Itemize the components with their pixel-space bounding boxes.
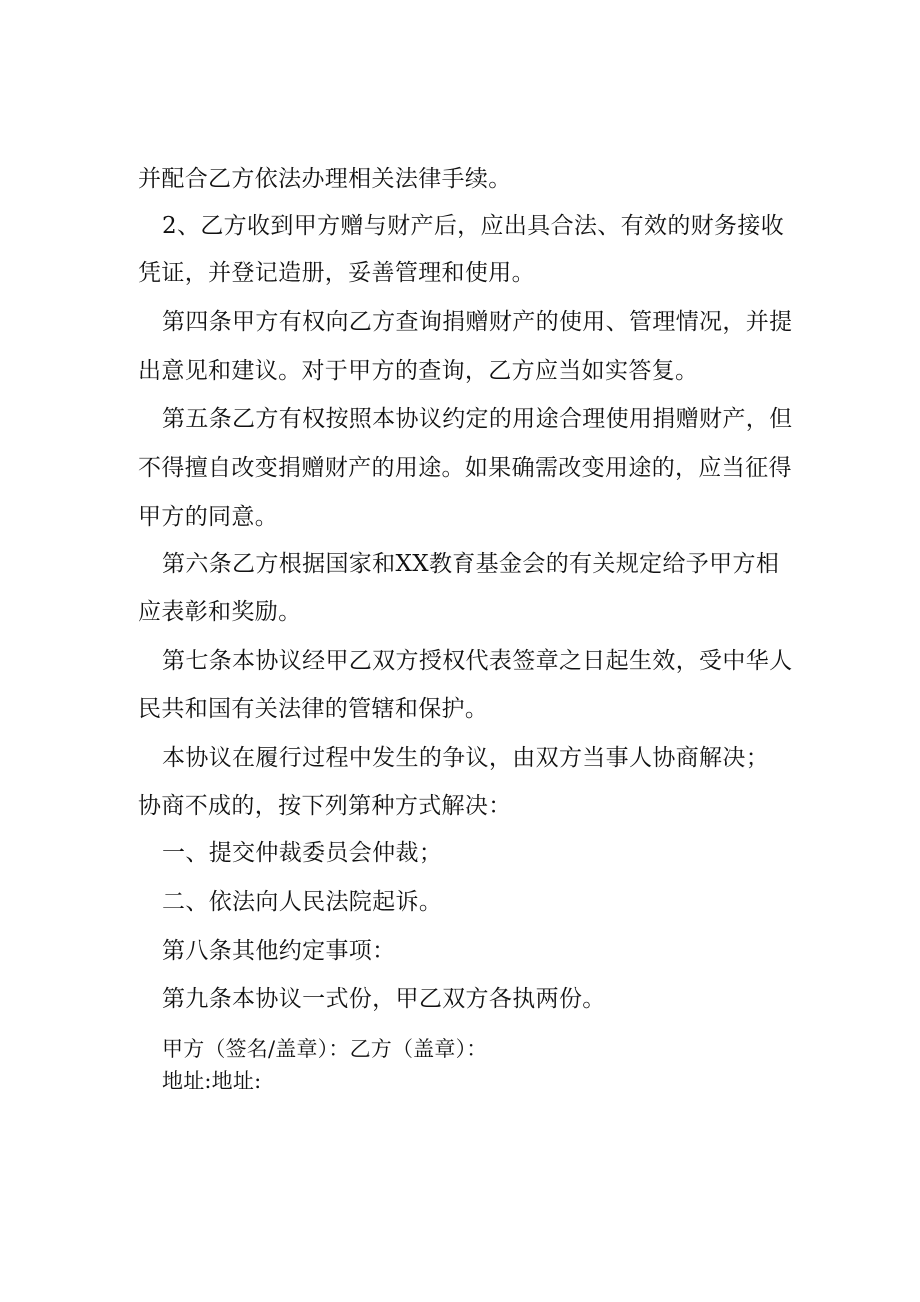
text-line-17: 第八条其他约定事项：	[162, 938, 396, 964]
text-line-6: 第五条乙方有权按照本协议约定的用途合理使用捐赠财产，但	[162, 406, 793, 432]
text-line-4: 第四条甲方有权向乙方查询捐赠财产的使用、管理情况，并提	[162, 309, 793, 335]
text-line-16: 二、依法向人民法院起诉。	[162, 889, 443, 915]
text-line-12: 民共和国有关法律的管辖和保护。	[138, 696, 489, 722]
text-line-2: 2、乙方收到甲方赠与财产后，应出具合法、有效的财务接收	[162, 213, 785, 239]
text-line-11: 第七条本协议经甲乙双方授权代表签章之日起生效，受中华人	[162, 648, 793, 674]
text-line-3: 凭证，并登记造册，妥善管理和使用。	[138, 260, 535, 286]
text-line-10: 应表彰和奖励。	[138, 599, 302, 625]
text-line-7: 不得擅自改变捐赠财产的用途。如果确需改变用途的，应当征得	[138, 455, 792, 481]
text-line-14: 协商不成的，按下列第种方式解决：	[138, 793, 512, 819]
text-line-1: 并配合乙方依法办理相关法律手续。	[138, 166, 512, 192]
text-line-13: 本协议在履行过程中发生的争议，由双方当事人协商解决；	[162, 745, 770, 771]
signature-line: 甲方（签名/盖章）：乙方（盖章）：	[162, 1037, 488, 1061]
text-line-18: 第九条本协议一式份，甲乙双方各执两份。	[162, 986, 606, 1012]
text-line-5: 出意见和建议。对于甲方的查询，乙方应当如实答复。	[138, 358, 699, 384]
text-line-8: 甲方的同意。	[138, 504, 279, 530]
address-line: 地址:地址:	[162, 1069, 262, 1093]
text-line-9: 第六条乙方根据国家和XX教育基金会的有关规定给予甲方相	[162, 551, 780, 577]
text-line-15: 一、提交仲裁委员会仲裁；	[162, 840, 443, 866]
